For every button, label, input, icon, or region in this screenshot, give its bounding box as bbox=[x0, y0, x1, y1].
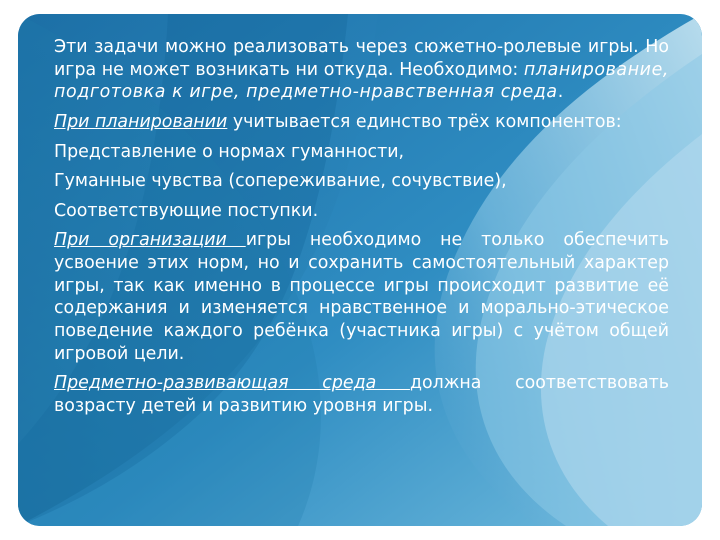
paragraph-5 bbox=[54, 200, 669, 223]
paragraph-7 bbox=[54, 372, 669, 417]
text-run: Гуманные чувства (сопереживание, сочувствие), bbox=[54, 171, 507, 192]
text-run: Представление о нормах гуманности, bbox=[54, 141, 405, 162]
text-run: игры необходимо не только обеспечить усвоение этих норм, но и сохранить самостоятельный характер игры, так как именно в процессе игры происходит развитие её содержания и изменяется нравственное и морально-этическое поведение каждого ребёнка (участника игры) с учётом общей игровой цели. bbox=[54, 230, 669, 364]
paragraph-2 bbox=[54, 111, 669, 134]
text-run-italic-underline: При планировании bbox=[54, 111, 228, 132]
text-run: Эти задачи можно реализовать через сюжетно-ролевые игры. Но игра не может возникать ни откуда. Необходимо: bbox=[54, 37, 669, 80]
slide-text-body bbox=[54, 36, 669, 506]
paragraph-3 bbox=[54, 141, 669, 164]
text-run-italic-underline: При организации bbox=[54, 230, 246, 251]
text-run: Соответствующие поступки. bbox=[54, 200, 319, 221]
text-run: учитывается единство трёх компонентов: bbox=[227, 111, 622, 132]
text-run-italic: планирование, подготовка к игре, предметно-нравственная среда bbox=[54, 59, 669, 103]
paragraph-1 bbox=[54, 36, 669, 104]
text-run: должна соответствовать возрасту детей и развитию уровня игры. bbox=[54, 373, 669, 416]
paragraph-4 bbox=[54, 170, 669, 193]
text-run-italic-underline: Предметно-развивающая среда bbox=[54, 373, 410, 394]
text-run: . bbox=[557, 82, 564, 103]
paragraph-6 bbox=[54, 229, 669, 365]
